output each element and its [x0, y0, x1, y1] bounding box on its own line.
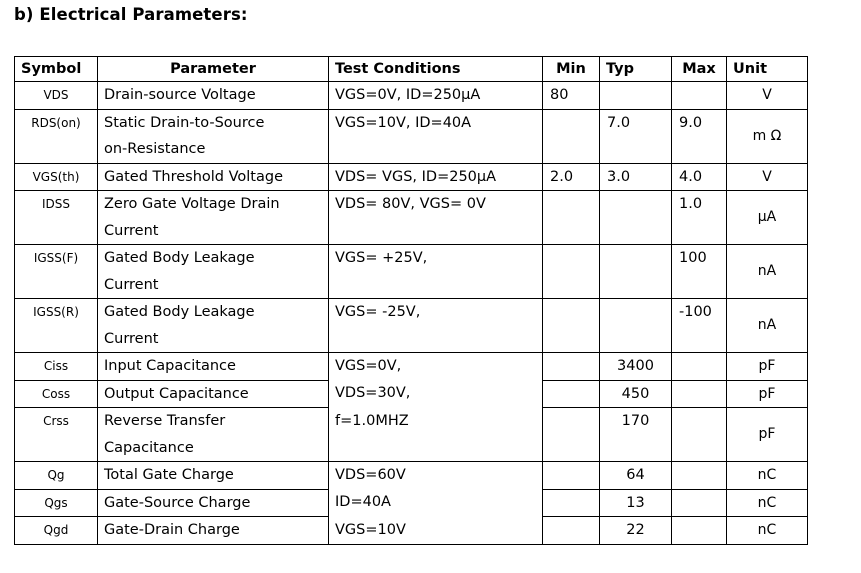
max-cell — [672, 380, 727, 408]
parameter-cell — [98, 380, 329, 408]
max-cell — [672, 82, 727, 110]
test-conditions-cell: VGS= -25V, — [329, 299, 543, 353]
typ-cell: 13 — [600, 489, 672, 517]
table-row — [15, 380, 808, 408]
section-heading: b) Electrical Parameters: — [14, 5, 248, 24]
max-cell — [672, 462, 727, 490]
symbol-cell: Qg — [15, 462, 98, 490]
col-header-max: Max — [672, 57, 727, 82]
table-row — [15, 462, 808, 490]
table-row — [15, 489, 808, 517]
table-row — [15, 82, 808, 110]
parameter-line: Gate-Drain Charge — [104, 522, 240, 538]
parameter-cell — [98, 408, 329, 462]
test-conditions-cell: VDS= 80V, VGS= 0V — [329, 191, 543, 245]
parameter-cell — [98, 299, 329, 353]
typ-cell — [600, 82, 672, 110]
parameter-cell — [98, 489, 329, 517]
symbol-cell: IGSS(R) — [15, 299, 98, 353]
parameter-line: on-Resistance — [104, 141, 206, 157]
parameter-line: Current — [104, 330, 159, 347]
parameter-cell — [98, 245, 329, 299]
col-header-typ: Typ — [600, 57, 672, 82]
unit-cell: nA — [727, 245, 808, 299]
unit-cell: nC — [727, 489, 808, 517]
max-cell — [672, 353, 727, 381]
test-conditions-cell: VGS=0V, — [329, 353, 543, 381]
col-header-min: Min — [543, 57, 600, 82]
max-cell — [672, 517, 727, 545]
symbol-cell: VDS — [15, 82, 98, 110]
test-conditions-cell: ID=40A — [329, 489, 543, 517]
test-conditions-cell: VGS=0V, ID=250µA — [329, 82, 543, 110]
typ-cell — [600, 191, 672, 245]
col-header-test-conditions: Test Conditions — [329, 57, 543, 82]
typ-cell: 3400 — [600, 353, 672, 381]
parameter-line: Drain-source Voltage — [104, 87, 256, 103]
table-row — [15, 408, 808, 462]
table-row — [15, 163, 808, 191]
table-row — [15, 353, 808, 381]
symbol-cell: IDSS — [15, 191, 98, 245]
parameter-cell — [98, 517, 329, 545]
parameter-cell — [98, 462, 329, 490]
header-row — [15, 57, 808, 82]
parameter-line: Capacitance — [104, 439, 194, 456]
max-cell — [672, 489, 727, 517]
max-cell: 9.0 — [672, 109, 727, 163]
max-cell: 1.0 — [672, 191, 727, 245]
parameter-line: Gated Body Leakage — [104, 250, 255, 266]
min-cell — [543, 109, 600, 163]
unit-cell: V — [727, 163, 808, 191]
max-cell: 100 — [672, 245, 727, 299]
parameter-line: Gated Body Leakage — [104, 304, 255, 320]
parameter-cell — [98, 163, 329, 191]
parameter-cell — [98, 353, 329, 381]
symbol-cell: IGSS(F) — [15, 245, 98, 299]
min-cell — [543, 517, 600, 545]
parameter-cell — [98, 109, 329, 163]
symbol-cell: RDS(on) — [15, 109, 98, 163]
min-cell — [543, 353, 600, 381]
symbol-cell: Qgs — [15, 489, 98, 517]
typ-cell — [600, 245, 672, 299]
table-row — [15, 191, 808, 245]
symbol-cell: VGS(th) — [15, 163, 98, 191]
table-row — [15, 517, 808, 545]
electrical-parameters-table — [14, 56, 808, 545]
min-cell — [543, 245, 600, 299]
col-header-parameter: Parameter — [98, 57, 329, 82]
max-cell: -100 — [672, 299, 727, 353]
typ-cell: 22 — [600, 517, 672, 545]
symbol-cell: Qgd — [15, 517, 98, 545]
symbol-cell: Coss — [15, 380, 98, 408]
parameter-line: Output Capacitance — [104, 385, 249, 402]
table-row — [15, 245, 808, 299]
typ-cell: 170 — [600, 408, 672, 462]
symbol-cell: Crss — [15, 408, 98, 462]
test-conditions-cell: VDS=30V, — [329, 380, 543, 408]
unit-cell: V — [727, 82, 808, 110]
min-cell — [543, 380, 600, 408]
max-cell: 4.0 — [672, 163, 727, 191]
typ-cell: 450 — [600, 380, 672, 408]
test-conditions-cell: VDS=60V — [329, 462, 543, 490]
test-conditions-cell: f=1.0MHZ — [329, 408, 543, 462]
parameter-line: Gate-Source Charge — [104, 494, 251, 511]
parameter-line: Reverse Transfer — [104, 413, 226, 429]
typ-cell: 3.0 — [600, 163, 672, 191]
min-cell — [543, 191, 600, 245]
parameter-line: Current — [104, 222, 159, 239]
min-cell — [543, 462, 600, 490]
col-header-unit: Unit — [727, 57, 808, 82]
min-cell — [543, 408, 600, 462]
test-conditions-cell: VGS= +25V, — [329, 245, 543, 299]
unit-cell: µA — [727, 191, 808, 245]
min-cell — [543, 489, 600, 517]
symbol-cell: Ciss — [15, 353, 98, 381]
unit-cell: nC — [727, 517, 808, 545]
unit-cell: pF — [727, 353, 808, 381]
max-cell — [672, 408, 727, 462]
min-cell: 2.0 — [543, 163, 600, 191]
parameter-cell — [98, 191, 329, 245]
unit-cell: pF — [727, 380, 808, 408]
parameter-line: Current — [104, 276, 159, 293]
parameter-line: Static Drain-to-Source — [104, 114, 265, 131]
parameter-line: Gated Threshold Voltage — [104, 168, 283, 185]
typ-cell — [600, 299, 672, 353]
parameter-line: Total Gate Charge — [104, 467, 234, 483]
test-conditions-cell: VGS=10V — [329, 517, 543, 545]
typ-cell: 64 — [600, 462, 672, 490]
table-row — [15, 299, 808, 353]
unit-cell: pF — [727, 408, 808, 462]
unit-cell: m Ω — [727, 109, 808, 163]
min-cell: 80 — [543, 82, 600, 110]
parameter-line: Input Capacitance — [104, 358, 236, 374]
unit-cell: nA — [727, 299, 808, 353]
parameter-cell — [98, 82, 329, 110]
typ-cell: 7.0 — [600, 109, 672, 163]
col-header-symbol: Symbol — [15, 57, 98, 82]
table-row — [15, 109, 808, 163]
test-conditions-cell: VGS=10V, ID=40A — [329, 109, 543, 163]
unit-cell: nC — [727, 462, 808, 490]
test-conditions-cell: VDS= VGS, ID=250µA — [329, 163, 543, 191]
min-cell — [543, 299, 600, 353]
parameter-line: Zero Gate Voltage Drain — [104, 196, 280, 212]
